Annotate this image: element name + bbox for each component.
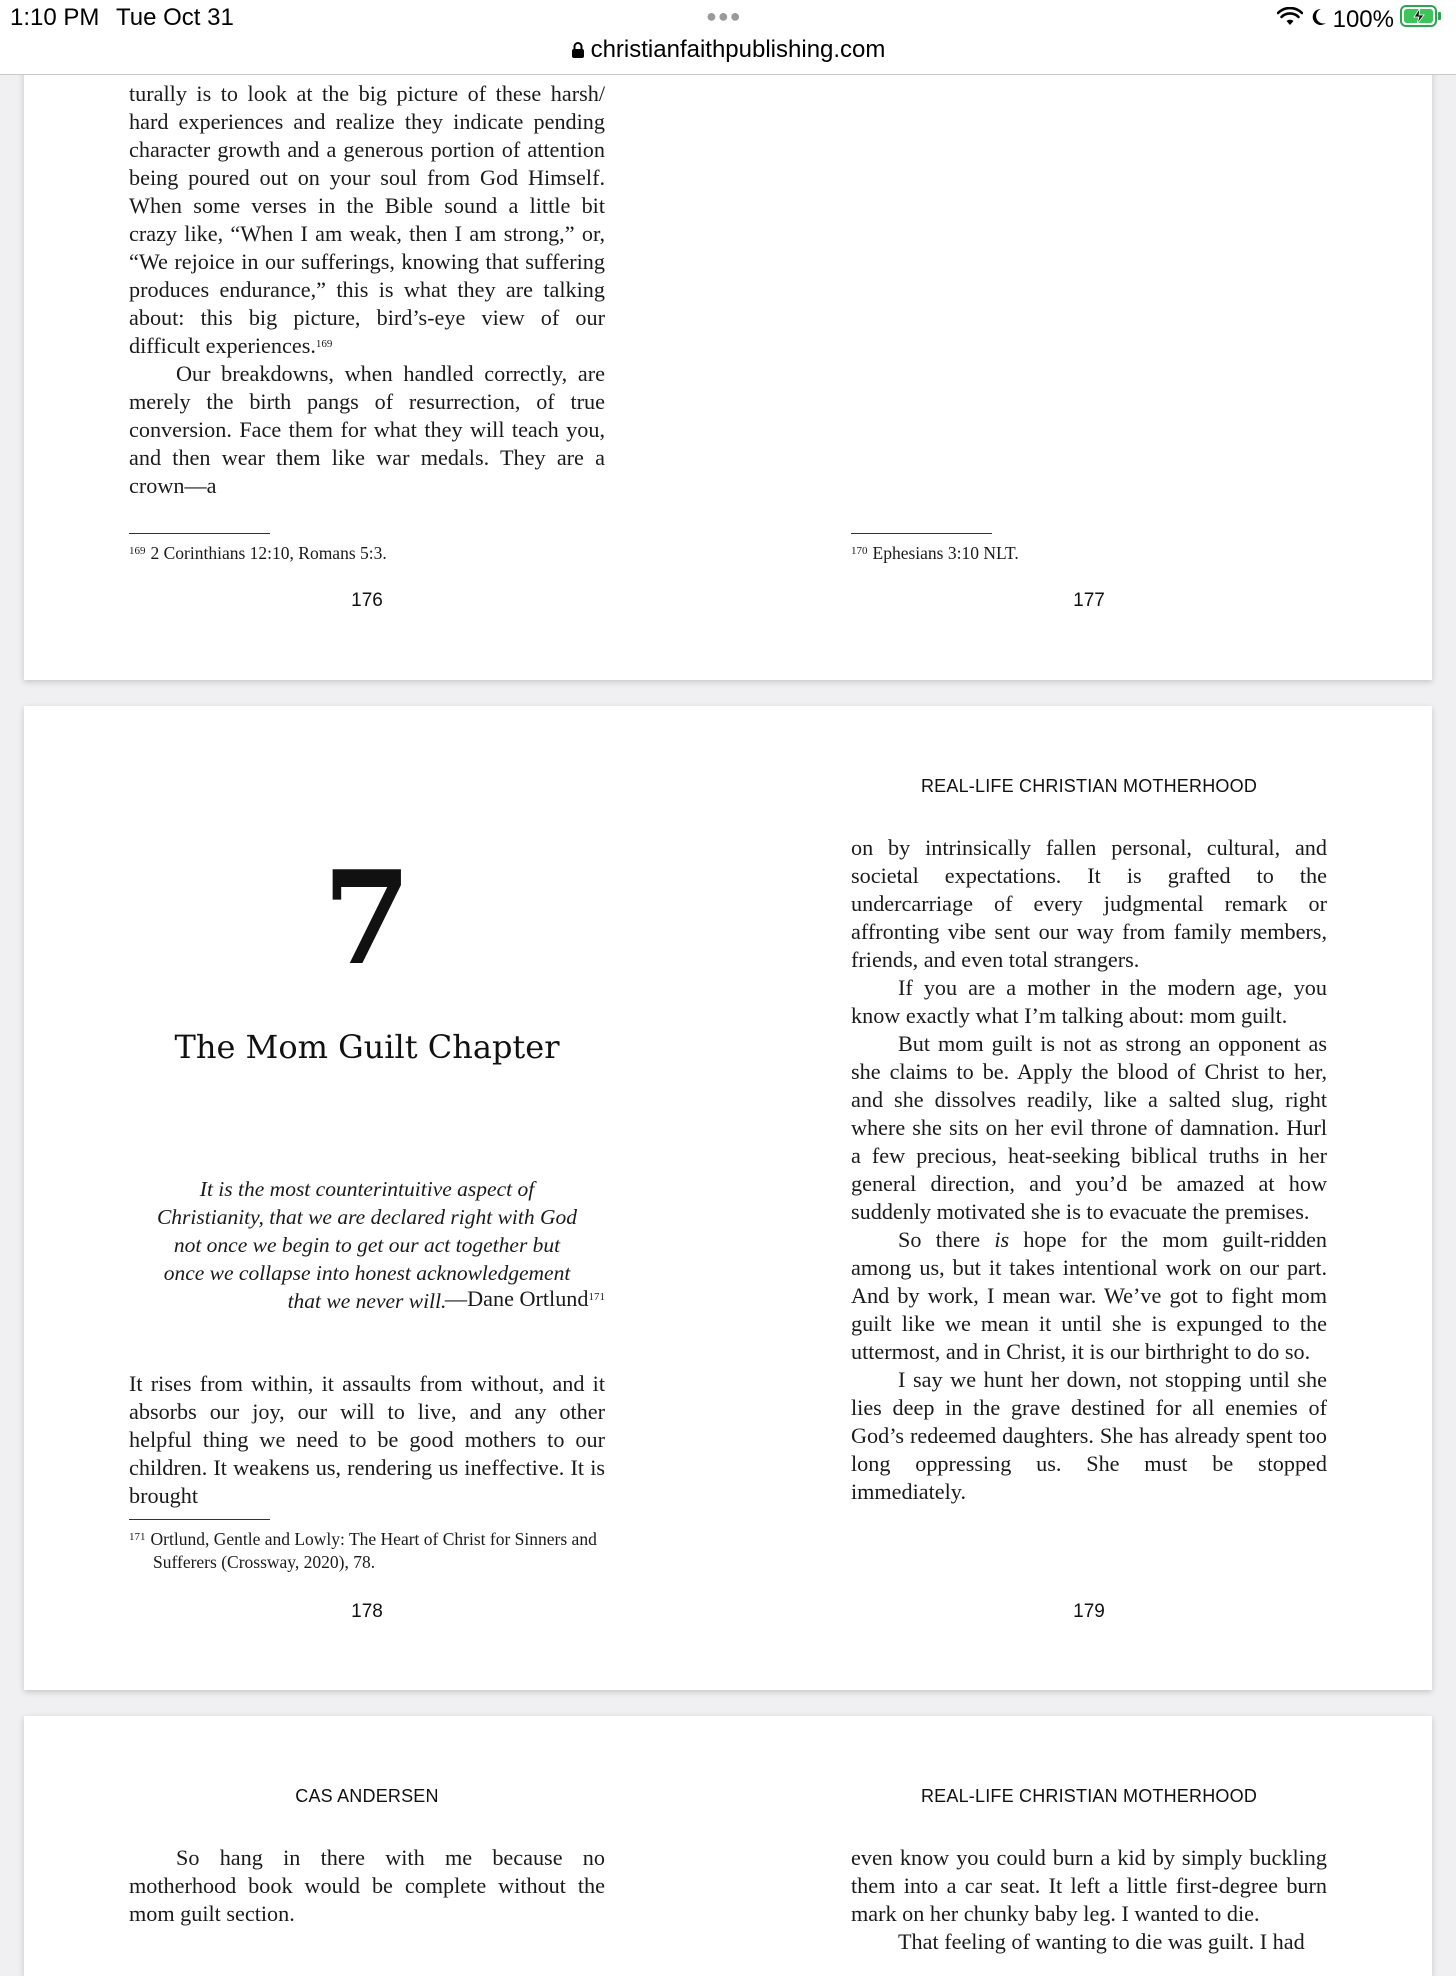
- chapter-number: 7: [322, 844, 412, 994]
- page-180-body: [129, 1844, 605, 1928]
- paragraph: I say we hunt her down, not stopping until she lies deep in the grave destined for all enemies of God’s redeemed daughters. She has already spent too long oppressing us. She must be stopped immediately.: [851, 1367, 1327, 1504]
- epigraph-attribution: —Dane Ortlund$^{171}$: [444, 1286, 605, 1311]
- paragraph: That feeling of wanting to die was guilt. I had: [898, 1929, 1305, 1954]
- running-head: REAL-LIFE CHRISTIAN MOTHERHOOD: [920, 1786, 1258, 1806]
- page-number: 176: [351, 590, 383, 611]
- paragraph: even know you could burn a kid by simply buckling them into a car seat. It left a little first-degree burn mark on her chunky baby leg. I wanted to die.: [851, 1845, 1327, 1926]
- url-text: christianfaithpublishing.com: [590, 36, 886, 63]
- paragraph: If you are a mother in the modern age, you know exactly what I’m talking about: mom guilt.: [851, 975, 1327, 1028]
- address-bar[interactable]: [0, 36, 1456, 66]
- footnote-170: $^{170}$ Ephesians 3:10 NLT.: [851, 543, 1019, 563]
- footnote-divider: [129, 533, 270, 534]
- status-bar: [0, 0, 1456, 75]
- footnote-169: $^{169}$ 2 Corinthians 12:10, Romans 5:3.: [129, 543, 387, 563]
- running-head: CAS ANDERSEN: [295, 1786, 439, 1806]
- status-time: 1:10 PM: [10, 4, 100, 31]
- footnote-ref[interactable]: 171: [588, 1291, 605, 1303]
- moon-icon: [1309, 6, 1327, 34]
- wifi-icon: [1277, 6, 1303, 34]
- page-spread-178-179: [24, 706, 1432, 1690]
- page-spread-176-177: [24, 0, 1432, 680]
- running-head: REAL-LIFE CHRISTIAN MOTHERHOOD: [920, 776, 1258, 796]
- page-178-body: [129, 1370, 605, 1510]
- footnote-divider: [129, 1519, 270, 1520]
- page-number: 177: [1073, 590, 1105, 611]
- page-number: 178: [351, 1601, 383, 1622]
- page-181-body: [851, 1844, 1327, 1956]
- page-number: 179: [1073, 1601, 1105, 1622]
- page-spread-180-181: [24, 1716, 1432, 1976]
- paragraph: It rises from within, it assaults from without, and it absorbs our joy, our will to live, and any other helpful thing we need to be good mothers to our children. It weakens us, rendering us ineffective. It is brought: [129, 1371, 605, 1508]
- page-176-body: [129, 80, 605, 500]
- paragraph: But mom guilt is not as strong an opponent as she claims to be. Apply the blood of Christ to her, and she dissolves readily, like a salted slug, right where she sits on her evil throne of damnation. Hurl a few precious, heat-seeking biblical truths in her general direction, and you’d be amazed at how suddenly motivated she is to evacuate the premises.: [851, 1031, 1327, 1224]
- more-dots-icon[interactable]: ●●●: [706, 6, 742, 26]
- epigraph: It is the most counterintuitive aspect of Christianity, that we are declared right with God not once we begin to get our act together but once we collapse into honest acknowledgement that we never will.: [156, 1177, 578, 1313]
- paragraph: on by intrinsically fallen personal, cultural, and societal expectations. It is grafted to the undercarriage of every judgmental remark or affronting vibe sent our way from family members, friends, and even total strangers.: [851, 835, 1327, 972]
- footnote-divider: [851, 533, 992, 534]
- lock-icon: [571, 38, 585, 66]
- footnote-ref[interactable]: 169: [315, 338, 333, 350]
- page-179-body: [851, 834, 1327, 1506]
- chapter-title: The Mom Guilt Chapter: [174, 1028, 560, 1066]
- battery-percent: 100%: [1332, 5, 1394, 33]
- paragraph: turally is to look at the big picture of these harsh/ hard experiences and realize they indicate pending character growth and a generous portion of attention being poured out on your soul from God Himself. When some verses in the Bible sound a little bit crazy like, “When I am weak, then I am strong,” or, “We rejoice in our sufferings, knowing that suffering produces endurance,” this is what they are talking about: this big picture, bird’s-eye view of our difficult experiences.$^{169}$: [129, 81, 605, 358]
- paragraph: So there is hope for the mom guilt-ridden among us, but it takes intentional work on our part. And by work, I mean war. We’ve got to fight mom guilt like we mean it until she is expunged to the uttermost, and in Christ, it is our birthright to do so.: [851, 1227, 1328, 1364]
- battery-charging-icon: [1400, 4, 1442, 35]
- paragraph: Our breakdowns, when handled correctly, are merely the birth pangs of resurrection, of true conversion. Face them for what they will teach you, and then wear them like war medals. They are a crown—a: [129, 361, 605, 498]
- paragraph: So hang in there with me because no motherhood book would be complete without the mom guilt section.: [129, 1845, 605, 1926]
- status-indicators: [1277, 4, 1442, 35]
- footnote-171: $^{171}$ Ortlund, Gentle and Lowly: The Heart of Christ for Sinners and Sufferers (Crossway, 2020), 78.: [129, 1529, 597, 1572]
- status-date: Tue Oct 31: [116, 4, 234, 31]
